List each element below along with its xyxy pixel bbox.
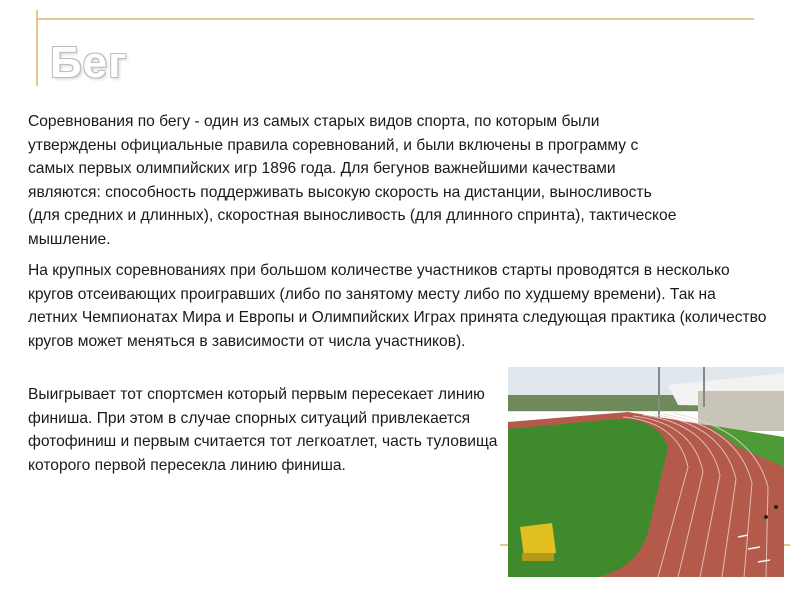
paragraph-heats: На крупных соревнованиях при большом количестве участников старты проводятся в несколько кругов отсеивающих проигравших (либо по занятому месту либо по худшему времени). Так на летних Чемпионатах Мира и Европы и Олимпийских Играх принята следующая практика (количество кругов может меняться в зависимости от числа участников). (28, 262, 767, 350)
running-track-photo (508, 367, 784, 577)
slide-title: Бег (50, 38, 128, 87)
top-border-line (36, 18, 754, 20)
running-track-stadium-icon (508, 367, 784, 577)
paragraph-finish: Выигрывает тот спортсмен который первым пересекает линию финиша. При этом в случае спорных ситуаций привлекается фотофиниш и первым считается тот легкоатлет, часть туловища которого первой пересекла линию финиша. (28, 386, 498, 474)
left-border-line (36, 10, 38, 86)
paragraph-intro: Соревнования по бегу - один из самых старых видов спорта, по которым были утверждены официальные правила соревнований, и были включены в программу с самых первых олимпийских игр 1896 года. Для бегунов важнейшими качествами являются: способность поддерживать высокую скорость на дистанции, выносливость (для средних и длинных), скоростная выносливость (для длинного спринта), тактическое мышление. (28, 113, 677, 248)
